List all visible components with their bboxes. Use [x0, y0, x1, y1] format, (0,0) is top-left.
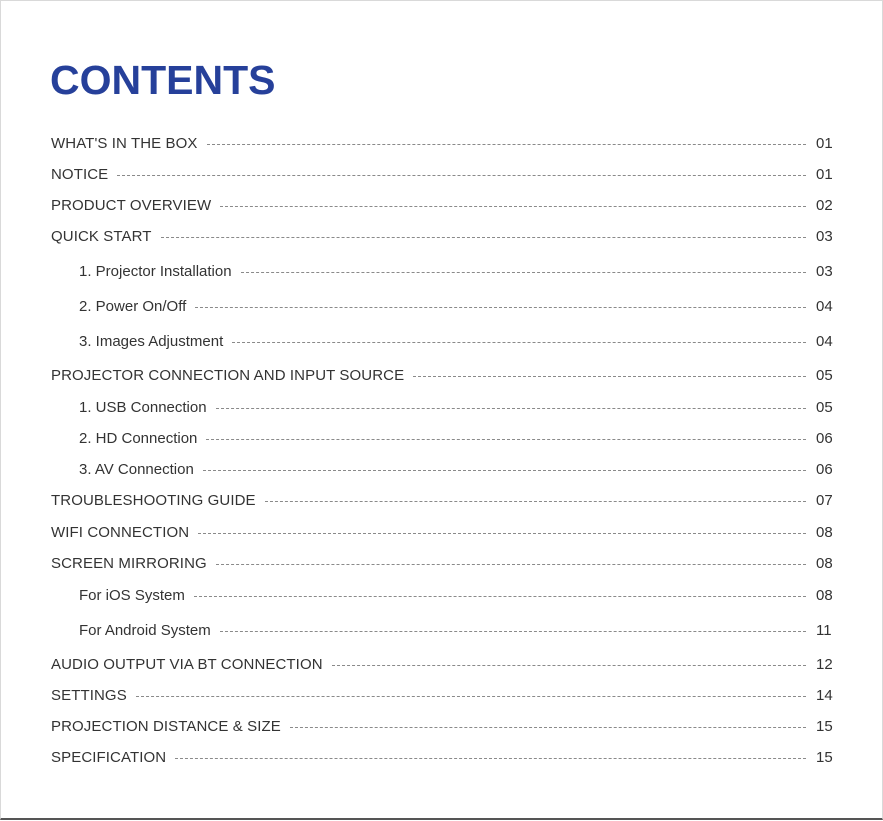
toc-leader-dots: [413, 376, 806, 377]
toc-entry-page: 15: [816, 748, 833, 766]
toc-leader-dots: [194, 596, 806, 597]
page-title: CONTENTS: [50, 57, 276, 103]
toc-entry-page: 04: [816, 332, 833, 350]
toc-entry-label: SPECIFICATION: [51, 748, 167, 766]
toc-entry-page: 03: [816, 227, 833, 245]
toc-leader-dots: [203, 470, 806, 471]
toc-entry-page: 02: [816, 196, 833, 214]
toc-leader-dots: [232, 342, 806, 343]
toc-leader-dots: [161, 237, 806, 238]
toc-entry: [1, 522, 883, 542]
toc-entry: [1, 133, 883, 153]
toc-leader-dots: [198, 533, 806, 534]
toc-entry: [1, 747, 883, 767]
toc-entry: [1, 397, 883, 417]
toc-leader-dots: [220, 206, 806, 207]
toc-entry-label: SETTINGS: [51, 686, 127, 704]
toc-leader-dots: [206, 439, 806, 440]
toc-entry-page: 12: [816, 655, 833, 673]
toc-entry-page: 03: [816, 262, 833, 280]
toc-leader-dots: [117, 175, 806, 176]
toc-entry-label: PRODUCT OVERVIEW: [51, 196, 212, 214]
toc-entry-page: 01: [816, 134, 833, 152]
toc-entry: [1, 261, 883, 281]
toc-entry: [1, 654, 883, 674]
toc-entry-page: 11: [816, 621, 832, 639]
toc-leader-dots: [265, 501, 806, 502]
toc-entry-page: 07: [816, 491, 833, 509]
toc-entry-label: TROUBLESHOOTING GUIDE: [51, 491, 256, 509]
toc-entry-page: 06: [816, 429, 833, 447]
toc-entry-label: AUDIO OUTPUT VIA BT CONNECTION: [51, 655, 323, 673]
toc-entry-label: WHAT'S IN THE BOX: [51, 134, 198, 152]
toc-entry-page: 08: [816, 523, 833, 541]
toc-entry-label: SCREEN MIRRORING: [51, 554, 207, 572]
toc-leader-dots: [332, 665, 806, 666]
toc-entry: [1, 553, 883, 573]
toc-entry-page: 08: [816, 586, 833, 604]
toc-leader-dots: [175, 758, 806, 759]
toc-leader-dots: [207, 144, 806, 145]
toc-entry-label: 1. Projector Installation: [79, 262, 232, 280]
toc-entry-label: 1. USB Connection: [79, 398, 207, 416]
toc-leader-dots: [241, 272, 806, 273]
toc-entry-label: QUICK START: [51, 227, 152, 245]
toc-entry: [1, 716, 883, 736]
toc-entry-page: 15: [816, 717, 833, 735]
toc-entry-label: 2. Power On/Off: [79, 297, 187, 315]
toc-leader-dots: [220, 631, 806, 632]
toc-entry: [1, 164, 883, 184]
toc-leader-dots: [216, 408, 806, 409]
toc-entry: [1, 296, 883, 316]
toc-entry: [1, 585, 883, 605]
toc-entry: [1, 365, 883, 385]
toc-leader-dots: [290, 727, 806, 728]
toc-entry: [1, 226, 883, 246]
toc-entry-page: 04: [816, 297, 833, 315]
toc-entry-page: 05: [816, 366, 833, 384]
toc-entry-label: WIFI CONNECTION: [51, 523, 190, 541]
toc-entry: [1, 428, 883, 448]
toc-entry-label: For Android System: [79, 621, 211, 639]
toc-entry: [1, 490, 883, 510]
toc-leader-dots: [136, 696, 806, 697]
toc-entry: [1, 685, 883, 705]
toc-entry-label: 3. Images Adjustment: [79, 332, 224, 350]
toc-entry: [1, 195, 883, 215]
toc-entry: [1, 620, 883, 640]
toc-entry-page: 05: [816, 398, 833, 416]
toc-entry-page: 01: [816, 165, 833, 183]
toc-entry-page: 14: [816, 686, 833, 704]
toc-entry-label: PROJECTOR CONNECTION AND INPUT SOURCE: [51, 366, 405, 384]
toc-entry: [1, 459, 883, 479]
toc-entry-label: For iOS System: [79, 586, 185, 604]
toc-entry-label: 3. AV Connection: [79, 460, 194, 478]
toc-entry-label: NOTICE: [51, 165, 109, 183]
toc-leader-dots: [216, 564, 806, 565]
toc-entry-page: 06: [816, 460, 833, 478]
table-of-contents: [1, 1, 883, 821]
toc-entry: [1, 331, 883, 351]
toc-entry-label: 2. HD Connection: [79, 429, 198, 447]
toc-entry-label: PROJECTION DISTANCE & SIZE: [51, 717, 281, 735]
toc-entry-page: 08: [816, 554, 833, 572]
toc-leader-dots: [195, 307, 806, 308]
